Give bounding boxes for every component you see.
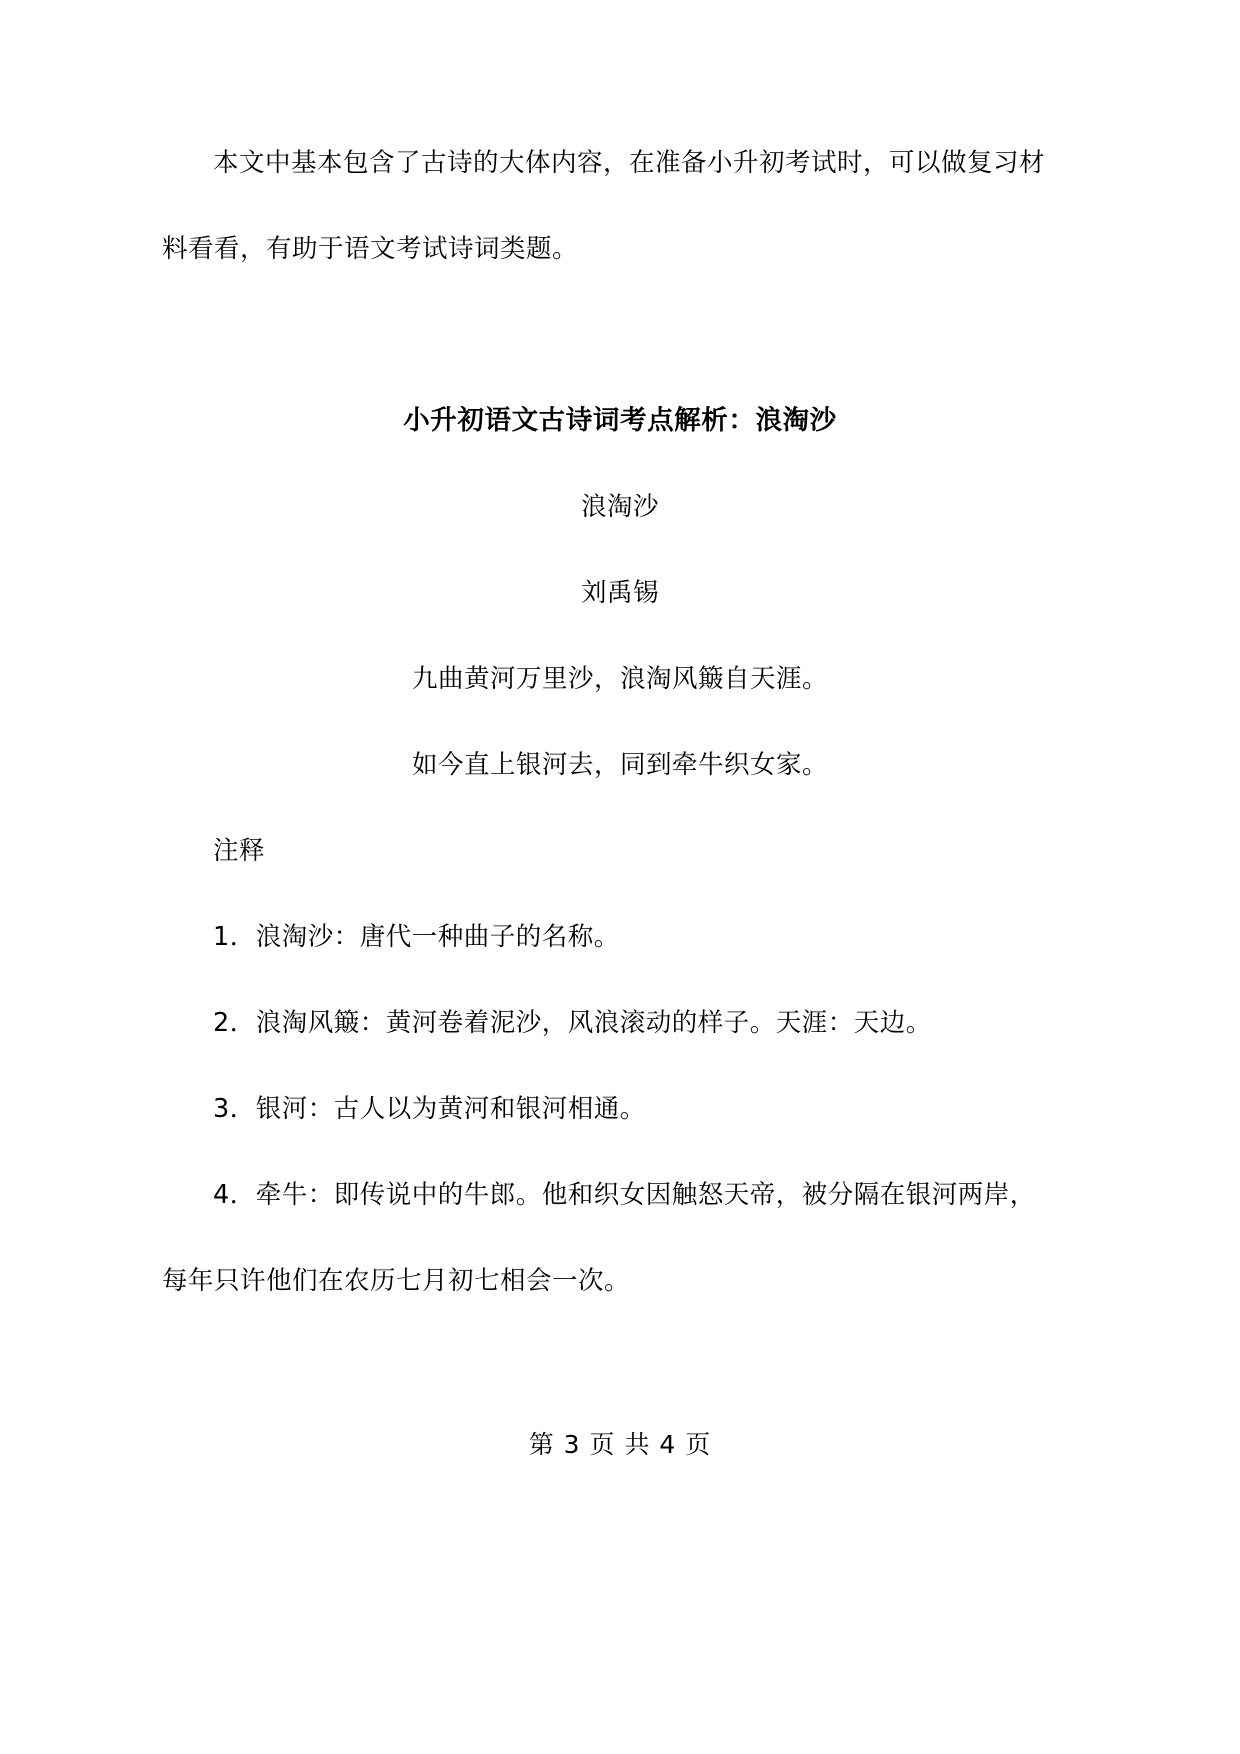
intro-paragraph-line-2: 料看看，有助于语文考试诗词类题。: [162, 234, 579, 264]
note-item-2: 2．浪淘风簸：黄河卷着泥沙，风浪滚动的样子。天涯：天边。: [213, 1008, 932, 1038]
page-footer: 第 3 页 共 4 页: [528, 1430, 712, 1459]
poem-line-2: 如今直上银河去，同到牵牛织女家。: [411, 750, 828, 780]
poem-line-1: 九曲黄河万里沙，浪淘风簸自天涯。: [411, 664, 828, 694]
note-item-3: 3．银河：古人以为黄河和银河相通。: [213, 1094, 646, 1124]
section-spacer: [162, 292, 1078, 378]
note-item-4: 4．牵牛：即传说中的牛郎。他和织女因触怒天帝，被分隔在银河两岸，: [213, 1180, 1036, 1210]
poem-author: 刘禹锡: [580, 578, 659, 608]
poem-name: 浪淘沙: [580, 492, 659, 522]
section-title: 小升初语文古诗词考点解析：浪淘沙: [403, 405, 837, 436]
note-item-4-continuation: 每年只许他们在农历七月初七相会一次。: [162, 1266, 631, 1296]
intro-paragraph-line-1: 本文中基本包含了古诗的大体内容，在准备小升初考试时，可以做复习材: [213, 148, 1046, 178]
notes-heading: 注释: [213, 836, 266, 866]
note-item-1: 1．浪淘沙：唐代一种曲子的名称。: [213, 922, 620, 952]
document-body: [162, 120, 1078, 1324]
